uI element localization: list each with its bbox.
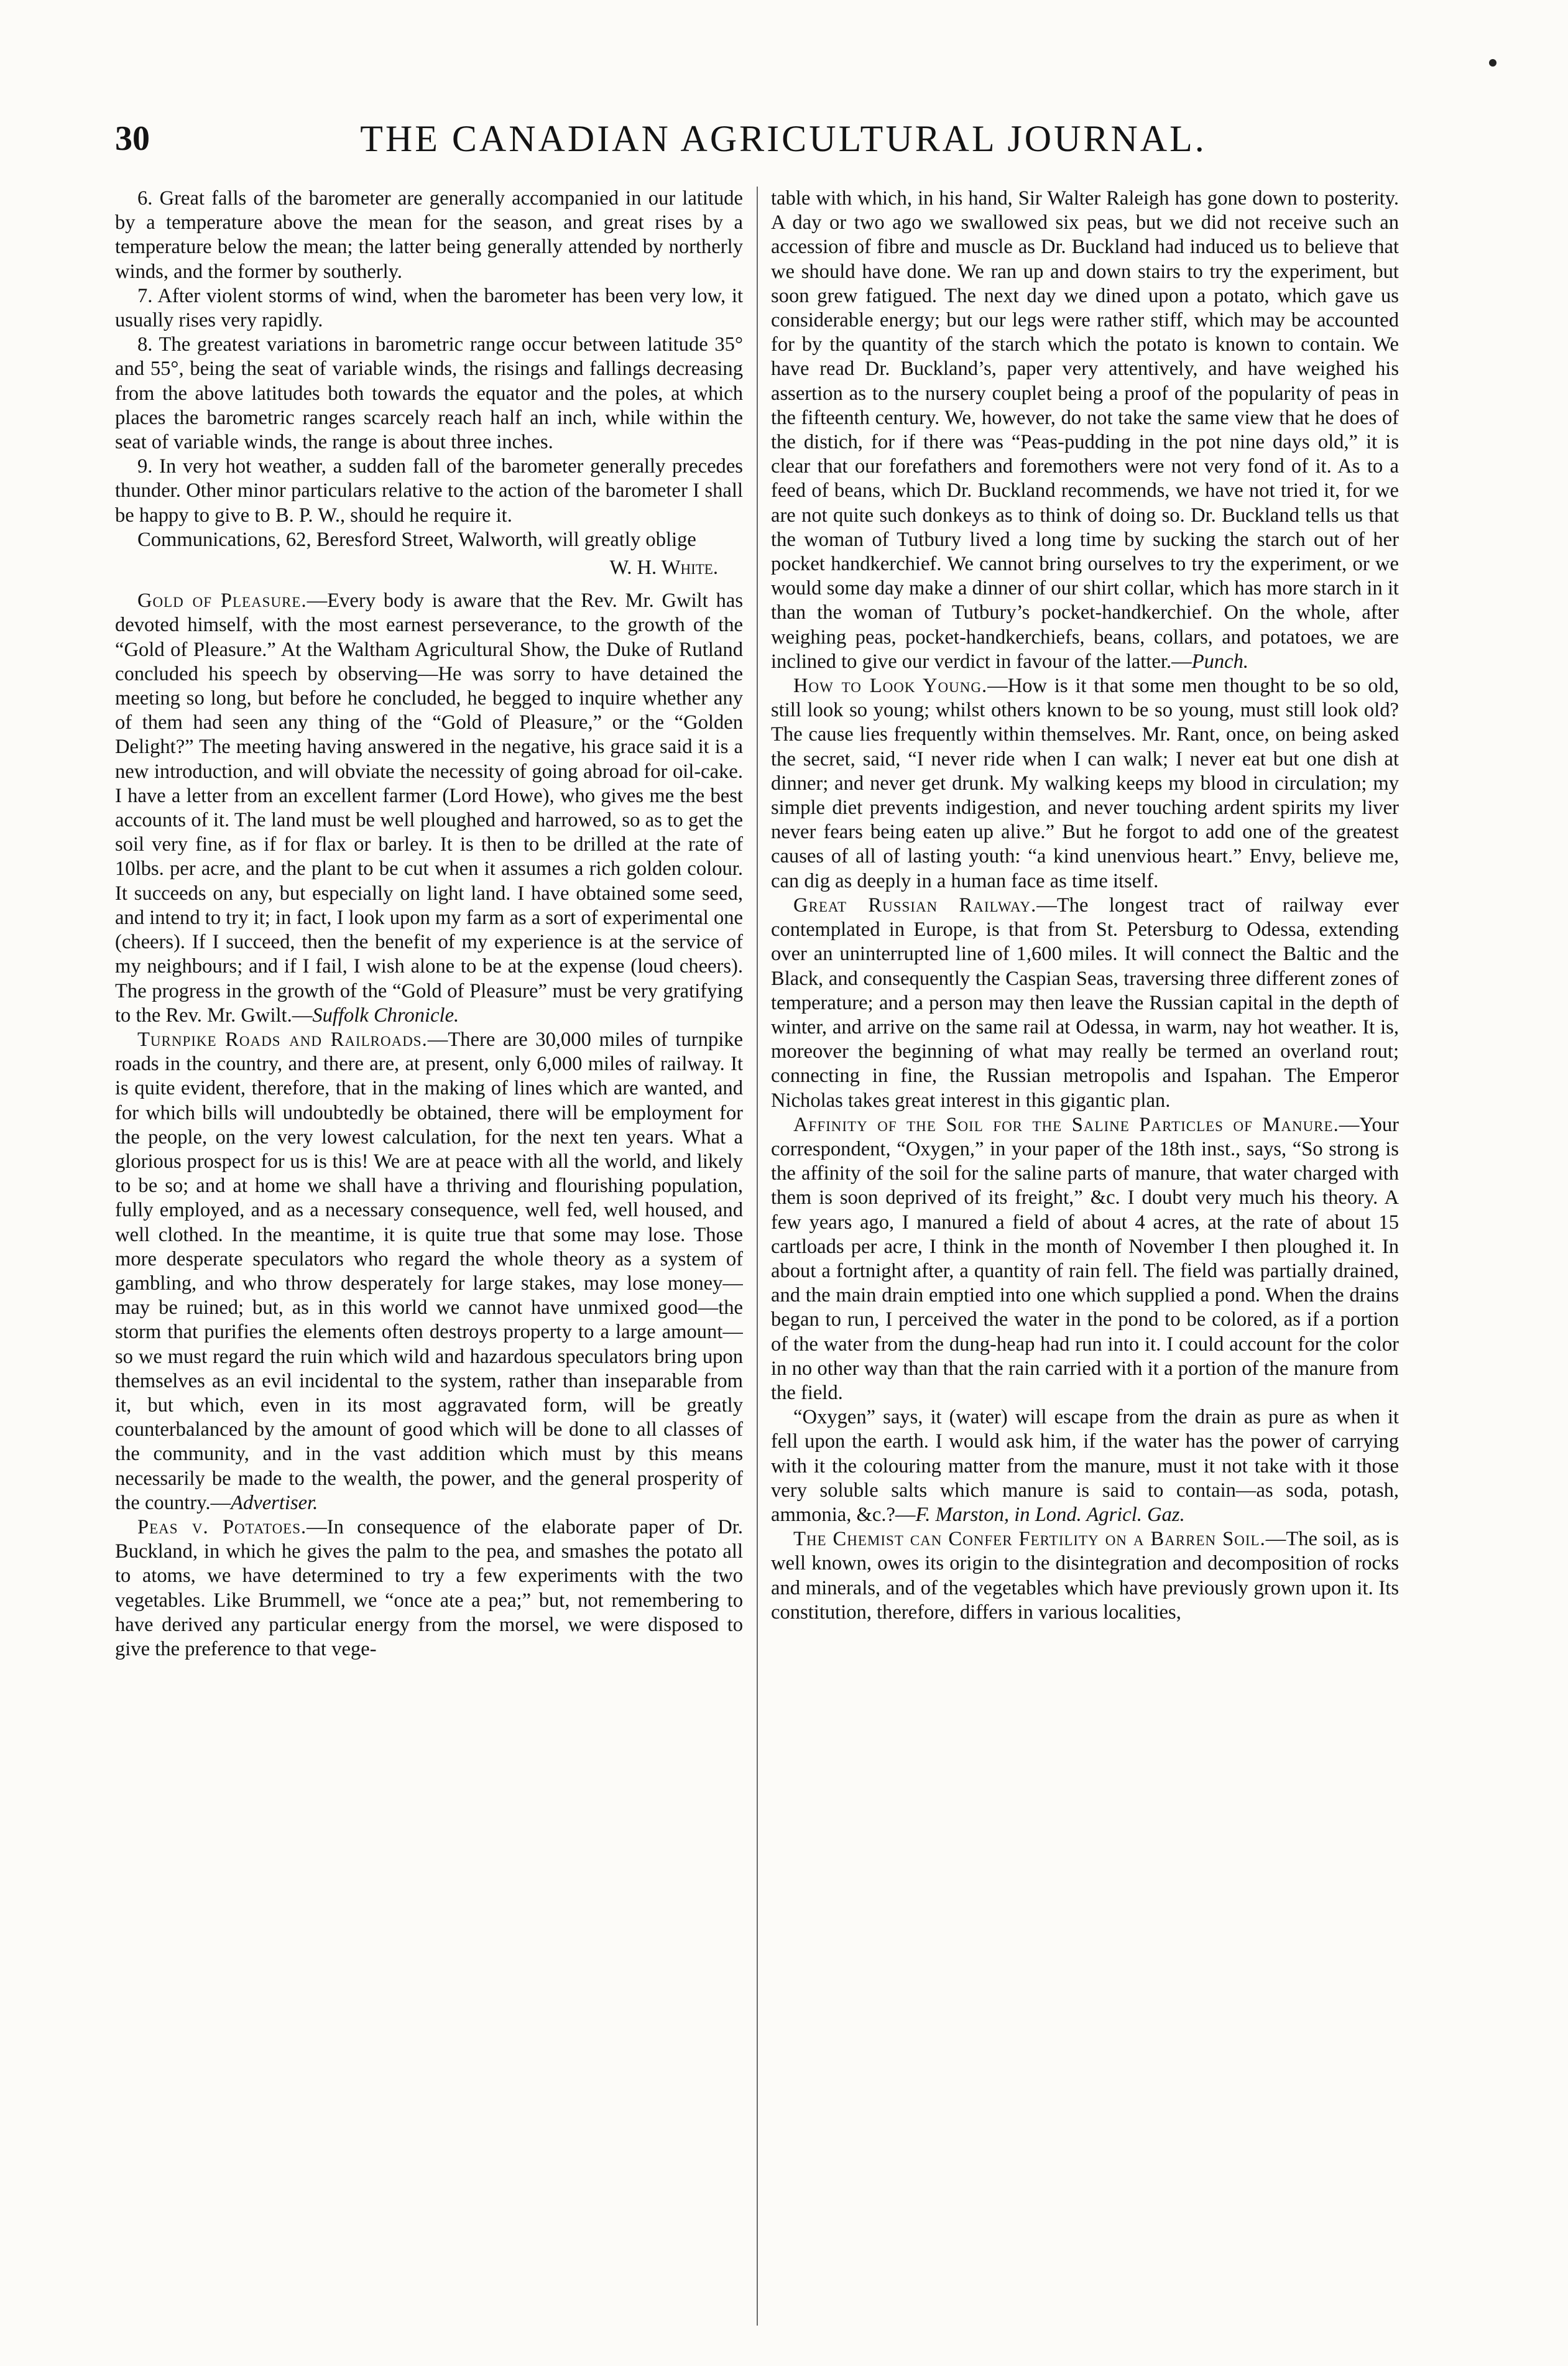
article-body: —The longest tract of railway ever contemplated in Europe, is that from St. Petersburg to Odessa, extending over an uninterrupted line of 1,600 miles. It will connect the Baltic and the Black, and consequently the Caspian Seas, traversing three different zones of temperature; and a person may then leave the Russian capital in the depth of winter, and arrive on the same rail at Odessa, in warm, nay hot weather. It is, moreover the beginning of what may really be termed an overland rout; connecting in fine, the Russian metropolis and Ispahan. The Emperor Nicholas takes great interest in this gigantic plan. (771, 894, 1399, 1112)
signature (115, 556, 743, 580)
article-chemist-fertility (771, 1527, 1399, 1625)
article-russian-railway (771, 894, 1399, 1113)
article-body: —How is it that some men thought to be so old, still look so young; whilst others known to be so young, must still look old? The cause lies frequently within themselves. Mr. Rant, once, on being asked the secret, said, “I never ride when I can walk; I never eat but one dish at dinner; and never get drunk. My walking keeps my blood in circulation; my simple diet prevents indigestion, and never touching ardent spirits my liver never fears being eaten up alive.” But he forgot to add one of the greatest causes of all of lasting youth: “a kind unenvious heart.” Envy, believe me, can dig as deeply in a human face as time itself. (771, 675, 1399, 892)
article-body: —Your correspondent, “Oxygen,” in your paper of the 18th inst., says, “So strong is the affinity of the soil for the saline parts of manure, that water charged with them is soon deprived of its freight,” &c. I doubt very much his theory. A few years ago, I manured a field of about 4 acres, at the rate of about 15 cartloads per acre, I think in the month of November I then ploughed it. In about a fortnight after, a quantity of rain fell. The field was partially drained, and the main drain emptied into one which supplied a pond. When the drains began to run, I perceived the water in the pond to be colored, as if a portion of the water from the dung-heap had run into it. I could account for the color in no other way than that the rain carried with it a portion of the manure from the field. (771, 1113, 1399, 1404)
signature-name: W. H. White. (609, 557, 718, 580)
article-source: F. Marston, in Lond. Agricl. Gaz. (915, 1503, 1185, 1526)
article-source: Advertiser. (231, 1491, 318, 1514)
corner-dot (1489, 59, 1497, 67)
article-heading: Turnpike Roads and Railroads. (137, 1028, 428, 1051)
right-column (771, 187, 1399, 2326)
barometer-note-8: 8. The greatest variations in barometric range occur between latitude 35° and 55°, being the seat of variable winds, the risings and fallings decreasing from the above latitudes both towards the equator and the poles, at which places the barometric ranges scarcely reach half an inch, while within the seat of variable winds, the range is about three inches. (115, 333, 743, 454)
page-number: 30 (115, 119, 150, 158)
article-body: “Oxygen” says, it (water) will escape from the drain as pure as when it fell upon the earth. I would ask him, if the water has the power of carrying with it the colouring matter from the manure, must it not take with it those very soluble salts which manure is said to contain—as soda, potash, ammonia, &c.?— (771, 1406, 1399, 1526)
article-peas-continued (771, 187, 1399, 674)
page-header (115, 117, 1452, 160)
article-soil-affinity (771, 1113, 1399, 1405)
communications-note: Communications, 62, Beresford Street, Walworth, will greatly oblige (137, 528, 696, 551)
article-source: Punch. (1191, 650, 1249, 673)
article-heading: Gold of Pleasure. (137, 589, 307, 612)
article-body: —In consequence of the elaborate paper of Dr. Buckland, in which he gives the palm to the pea, and smashes the potato all to atoms, we have determined to try a few experiments with the two vegetables. Like Brummell, we “once ate a pea;” but, not remembering to have derived any particular energy from the morsel, we were disposed to give the preference to that vege- (115, 1515, 743, 1660)
barometer-note-7: 7. After violent storms of wind, when the barometer has been very low, it usually rises very rapidly. (115, 284, 743, 332)
article-peas-potatoes (115, 1515, 743, 1661)
article-body: —Every body is aware that the Rev. Mr. Gwilt has devoted himself, with the most earnest perseverance, to the growth of the “Gold of Pleasure.” At the Waltham Agricultural Show, the Duke of Rutland concluded his speech by observing—He was sorry to have detained the meeting so long, but before he concluded, he begged to inquire whether any of them had seen any thing of the “Gold of Pleasure,” or the “Golden Delight?” The meeting having answered in the negative, his grace said it is a new introduction, and will obviate the necessity of going abroad for oil-cake. I have a letter from an excellent farmer (Lord Howe), who gives me the best accounts of it. The land must be well ploughed and harrowed, so as to get the soil very fine, as if for flax or barley. It is then to be drilled at the rate of 10lbs. per acre, and the plant to be cut when it assumes a rich golden colour. It succeeds on any, but especially on light land. I have obtained some seed, and intend to try it; in fact, I look upon my farm as a sort of experimental one (cheers). If I succeed, then the benefit of my experience is at the service of my neighbours; and if I fail, I wish alone to be at the expense (loud cheers). The progress in the growth of the “Gold of Pleasure” must be very gratifying to the Rev. Mr. Gwilt.— (115, 589, 743, 1027)
article-look-young (771, 674, 1399, 894)
article-heading: Peas v. Potatoes. (137, 1515, 307, 1538)
barometer-note-9: 9. In very hot weather, a sudden fall of the barometer generally precedes thunder. Other minor particulars relative to the action of the barometer I shall be happy to give to B. P. W., should he require it. (115, 455, 743, 527)
article-body: —There are 30,000 miles of turnpike roads in the country, and there are, at present, only 6,000 miles of railway. It is quite evident, therefore, that in the making of lines which are wanted, and for which bills will undoubtedly be obtained, there will be employment for the people, on the very lowest calculation, for the next ten years. What a glorious prospect for us is this! We are at peace with all the world, and likely to be so; and at home we shall have a thriving and flourishing population, fully employed, and as a necessary consequence, well fed, well housed, and well clothed. In the meantime, it is quite true that some may lose. Those more desperate speculators who regard the whole theory as a system of gambling, and who throw desperately for large stakes, may lose money—may be ruined; but, as in this world we cannot have unmixed good—the storm that purifies the elements often destroys property to a large amount—so we must regard the ruin which wild and hazardous speculators bring upon themselves as an evil incidental to the system, rather than inseparable from it, but which, even in its most aggravated form, will be greatly counterbalanced by the amount of good which will be done to all classes of the community, and in the vast addition which must by this means necessarily be made to the wealth, the power, and the general prosperity of the country.— (115, 1028, 743, 1514)
article-body: —The soil, as is well known, owes its origin to the disintegration and decomposition of rocks and minerals, and of the vegetables which have previously grown upon it. Its constitution, therefore, differs in various localities, (771, 1528, 1399, 1624)
column-divider (757, 187, 758, 2326)
left-column (115, 187, 743, 2326)
article-oxygen-reply (771, 1405, 1399, 1527)
article-heading: How to Look Young. (793, 675, 988, 698)
barometer-note-6: 6. Great falls of the barometer are generally accompanied in our latitude by a temperature above the mean for the season, and great rises by a temperature below the mean; the latter being generally attended by northerly winds, and the former by southerly. (115, 187, 743, 283)
article-heading: The Chemist can Confer Fertility on a Barren Soil. (793, 1528, 1266, 1551)
article-heading: Affinity of the Soil for the Saline Particles of Manure. (793, 1113, 1339, 1136)
journal-title: THE CANADIAN AGRICULTURAL JOURNAL. (360, 118, 1207, 159)
article-body: table with which, in his hand, Sir Walter Raleigh has gone down to posterity. A day or two ago we swallowed six peas, but we did not receive such an accession of fibre and muscle as Dr. Buckland had induced us to believe that we should have done. We ran up and down stairs to try the experiment, but soon grew fatigued. The next day we dined upon a potato, which gave us considerable energy; but our legs were rather stiff, which may be accounted for by the quantity of the starch which the potato is known to contain. We have read Dr. Buckland’s, paper very attentively, and have weighed his assertion as to the nursery couplet being a proof of the popularity of peas in the fifteenth century. We, however, do not take the same view that he does of the distich, for if there was “Peas-pudding in the pot nine days old,” it is clear that our forefathers and foremothers were not very fond of it. As to a feed of beans, which Dr. Buckland recommends, we have not tried it, for we are not quite such donkeys as to think of doing so. Dr. Buckland tells us that the woman of Tutbury lived a long time by sucking the starch out of her pocket handkerchief. We cannot bring ourselves to try the experiment, or we would some day make a dinner of our shirt collar, which has more starch in it than the woman of Tutbury’s pocket-handkerchief. On the whole, after weighing peas, pocket-handkerchiefs, beans, collars, and potatoes, we are inclined to give our verdict in favour of the latter.— (771, 187, 1399, 673)
article-gold-of-pleasure (115, 589, 743, 1028)
article-turnpike-roads (115, 1028, 743, 1515)
article-heading: Great Russian Railway. (793, 894, 1037, 917)
article-source: Suffolk Chronicle. (312, 1004, 459, 1027)
